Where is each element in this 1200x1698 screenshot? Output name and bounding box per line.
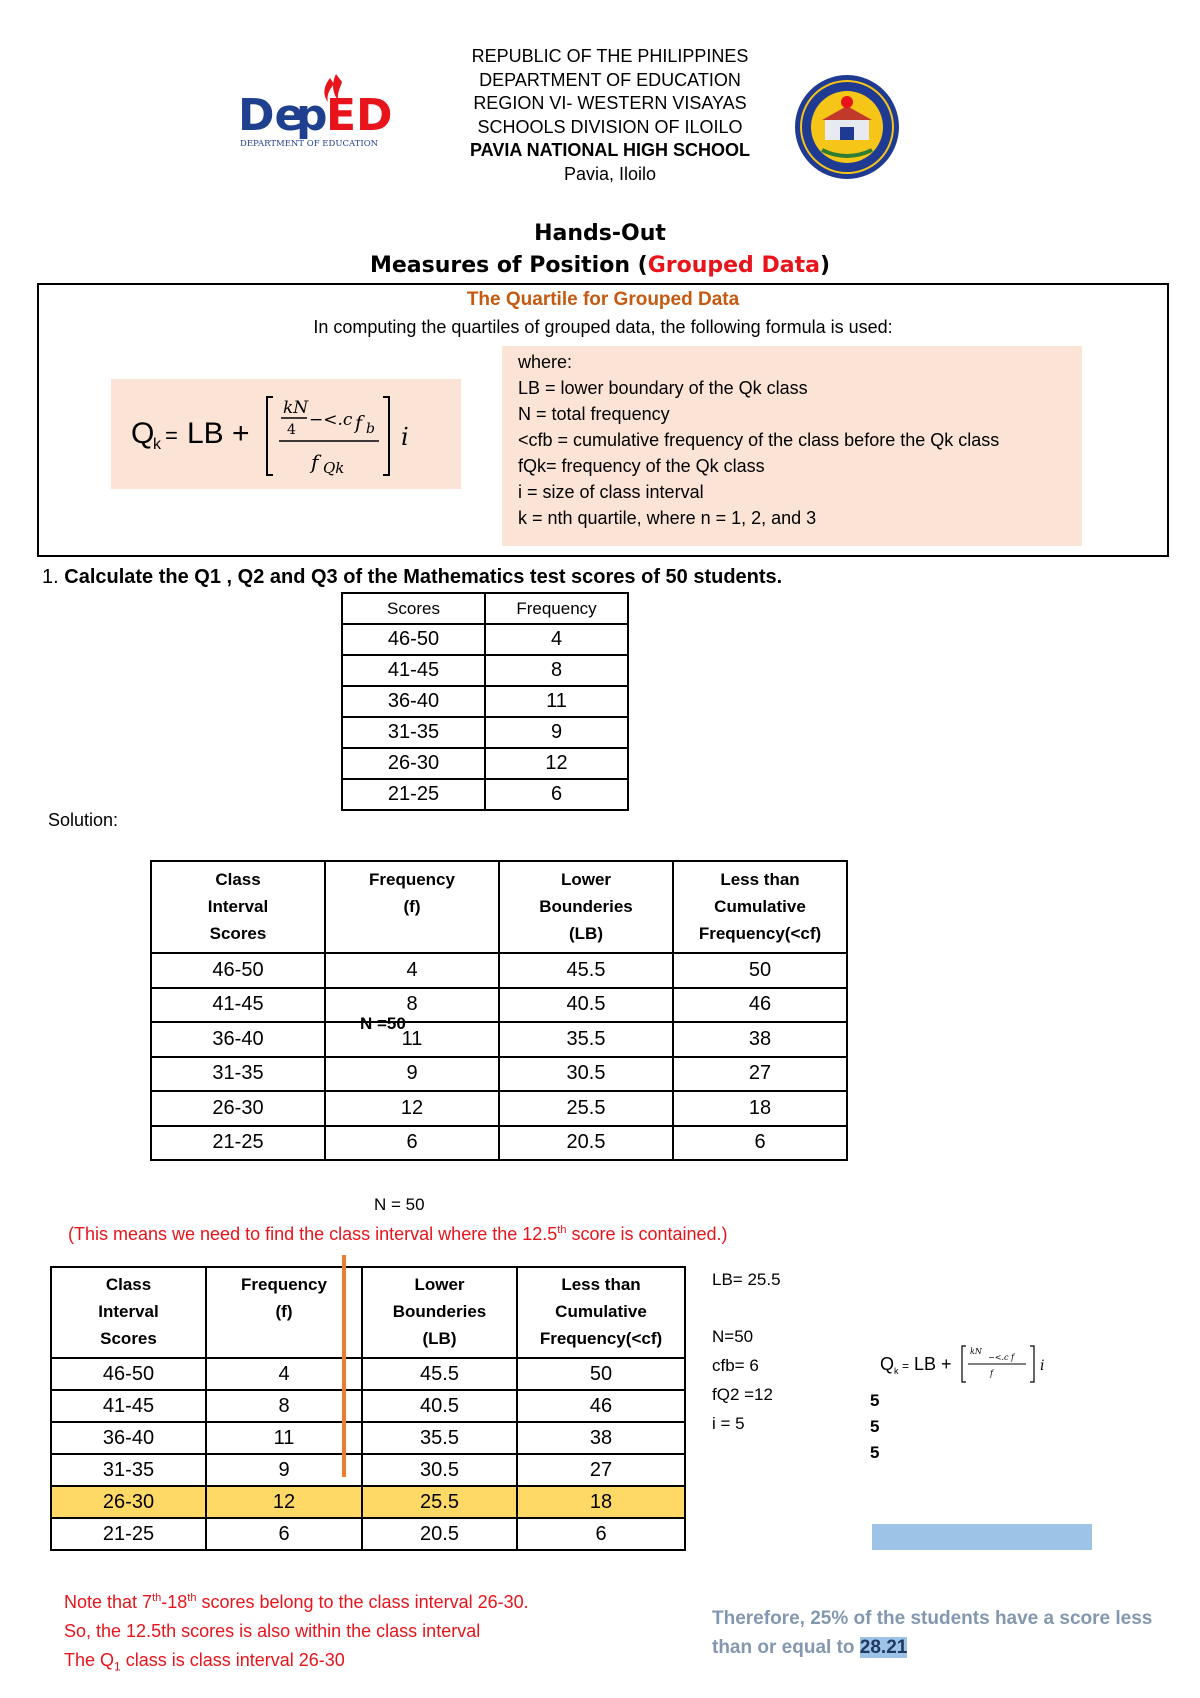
cell: 6 — [673, 1126, 847, 1161]
cell: 40.5 — [499, 988, 673, 1023]
solution-table — [150, 860, 848, 1161]
table-row — [51, 1358, 685, 1390]
cell: 6 — [517, 1518, 685, 1550]
table-row — [342, 624, 628, 655]
note-line: Note that 7th-18th scores belong to the class interval 26-30. — [64, 1592, 529, 1612]
cell: 21-25 — [342, 779, 485, 810]
cell: 45.5 — [362, 1358, 517, 1390]
school-name: PAVIA NATIONAL HIGH SCHOOL — [469, 140, 750, 160]
cell: 18 — [517, 1486, 685, 1518]
table-row — [342, 686, 628, 717]
cell: 31-35 — [51, 1454, 206, 1486]
cell: 46 — [517, 1390, 685, 1422]
cell: 27 — [517, 1454, 685, 1486]
svg-text:k: k — [894, 1366, 899, 1376]
cell: 31-35 — [342, 717, 485, 748]
question-number: 1. — [42, 566, 59, 588]
cell: 41-45 — [151, 988, 325, 1023]
conclusion — [712, 1604, 1192, 1662]
question-line — [42, 566, 782, 589]
cell: 26-30 — [151, 1091, 325, 1126]
spacer — [712, 1294, 781, 1322]
title-block — [0, 218, 1200, 282]
header-line: Lower — [560, 870, 612, 889]
svg-text:−<.c: −<.c — [309, 410, 353, 430]
cell: 11 — [325, 1022, 499, 1057]
step-value: 5 — [870, 1391, 880, 1410]
cell: 20.5 — [362, 1518, 517, 1550]
column-header — [51, 1267, 206, 1358]
given-n: N=50 — [712, 1327, 754, 1346]
cell: 11 — [206, 1422, 362, 1454]
table-row — [342, 717, 628, 748]
cell: 46-50 — [51, 1358, 206, 1390]
column-header — [673, 861, 847, 953]
cell: 26-30 — [342, 748, 485, 779]
given-i: i = 5 — [712, 1414, 745, 1433]
definition-item: fQk= frequency of the Qk class — [518, 456, 765, 476]
question-text: Calculate the Q1 , Q2 and Q3 of the Mathematics test scores of 50 students. — [64, 566, 783, 588]
svg-text:i: i — [1040, 1358, 1045, 1374]
answer-value: 28.21 — [859, 1637, 908, 1658]
mini-quartile-formula — [880, 1340, 1055, 1386]
blue-highlight-box — [872, 1524, 1092, 1550]
column-header — [499, 861, 673, 953]
n-overlay-label: N =50 — [360, 1014, 406, 1033]
cell: 41-45 — [342, 655, 485, 686]
cell: 46 — [673, 988, 847, 1023]
table-row — [151, 1126, 847, 1161]
svg-text:4: 4 — [287, 422, 296, 438]
header-line: (LB) — [422, 1329, 457, 1348]
cell: 35.5 — [499, 1022, 673, 1057]
cell: 21-25 — [151, 1126, 325, 1161]
svg-text:f: f — [311, 450, 319, 474]
cell: 4 — [485, 624, 628, 655]
cell: 4 — [325, 953, 499, 988]
header-line: DEPARTMENT OF EDUCATION — [479, 69, 741, 90]
given-fq2: fQ2 =12 — [712, 1385, 773, 1404]
cell: 30.5 — [499, 1057, 673, 1092]
table-row — [51, 1422, 685, 1454]
table-row — [151, 1057, 847, 1092]
cell: 46-50 — [151, 953, 325, 988]
header-line: Class — [215, 870, 261, 889]
table-row — [51, 1518, 685, 1550]
column-header: Scores — [342, 593, 485, 624]
table-row — [51, 1454, 685, 1486]
cell: 31-35 — [151, 1057, 325, 1092]
column-header — [325, 861, 499, 953]
cell: 38 — [673, 1022, 847, 1057]
cell: 36-40 — [151, 1022, 325, 1057]
header-line: Less than — [720, 870, 800, 889]
definition-item: i = size of class interval — [518, 482, 704, 502]
step-value: 5 — [870, 1417, 880, 1436]
cell: 36-40 — [342, 686, 485, 717]
school-header — [380, 45, 840, 186]
svg-text:DEPARTMENT OF EDUCATION: DEPARTMENT OF EDUCATION — [240, 139, 379, 149]
formula-box — [37, 283, 1169, 557]
solution-label: Solution: — [48, 810, 119, 830]
cell: 25.5 — [362, 1486, 517, 1518]
cell: 25.5 — [499, 1091, 673, 1126]
subtitle-prefix: Measures of Position ( — [369, 253, 648, 278]
page-title: Hands-Out — [534, 221, 666, 246]
cell: 8 — [206, 1390, 362, 1422]
header-line: REGION VI- WESTERN VISAYAS — [473, 93, 747, 113]
svg-text:ED: ED — [326, 90, 393, 141]
note-line: So, the 12.5th scores is also within the class interval — [64, 1621, 481, 1641]
table-row — [51, 1390, 685, 1422]
svg-text:f: f — [990, 1369, 993, 1378]
cell: 26-30 — [51, 1486, 206, 1518]
header-line: Interval — [207, 897, 269, 916]
header-line: Less than — [561, 1275, 641, 1294]
box-heading: The Quartile for Grouped Data — [466, 289, 740, 310]
column-header — [362, 1267, 517, 1358]
header-line: (f) — [275, 1302, 293, 1321]
formula-definitions — [502, 346, 1082, 546]
cell: 6 — [325, 1126, 499, 1161]
given-values — [712, 1265, 781, 1438]
cell: 18 — [673, 1091, 847, 1126]
cell: 50 — [673, 953, 847, 988]
explanation-line: (This means we need to find the class interval where the 12.5th score is contained.) — [68, 1224, 728, 1244]
page-subtitle — [0, 250, 1200, 282]
cell: 41-45 — [51, 1390, 206, 1422]
table-row — [151, 988, 847, 1023]
cell: 35.5 — [362, 1422, 517, 1454]
table-row — [342, 748, 628, 779]
header-line: Cumulative — [714, 897, 806, 916]
where-label: where: — [518, 352, 573, 372]
school-location: Pavia, Iloilo — [563, 163, 657, 184]
table-row — [151, 953, 847, 988]
table-header-row — [151, 861, 847, 953]
column-header: Frequency — [485, 593, 628, 624]
conclusion-text: Therefore, 25% of the students have a score less than or equal to — [712, 1608, 1153, 1658]
svg-text:De: De — [238, 90, 305, 141]
cell: 4 — [206, 1358, 362, 1390]
table-row — [342, 655, 628, 686]
note-block — [64, 1584, 529, 1682]
svg-text:kN: kN — [970, 1347, 982, 1356]
column-header — [206, 1267, 362, 1358]
cell: 30.5 — [362, 1454, 517, 1486]
svg-text:=: = — [165, 423, 178, 448]
definition-item: LB = lower boundary of the Qk class — [518, 378, 808, 398]
header-line: Frequency(<cf) — [698, 924, 822, 943]
svg-text:Q: Q — [131, 417, 155, 450]
svg-text:i: i — [401, 423, 409, 451]
definition-item: <cfb = cumulative frequency of the class before the Qk class — [518, 430, 1000, 450]
quartile-formula — [111, 379, 461, 489]
quartile-formula-graphic — [111, 379, 461, 489]
cell: 46-50 — [342, 624, 485, 655]
header-line: Frequency(<cf) — [539, 1329, 663, 1348]
step-value: 5 — [870, 1443, 880, 1462]
table-row — [151, 1091, 847, 1126]
column-header — [517, 1267, 685, 1358]
svg-text:Q: Q — [880, 1354, 895, 1374]
svg-text:p: p — [296, 90, 328, 141]
cell: 20.5 — [499, 1126, 673, 1161]
cell: 40.5 — [362, 1390, 517, 1422]
cell: 12 — [485, 748, 628, 779]
header-line: Frequency — [369, 870, 455, 889]
header-line: Scores — [100, 1329, 157, 1348]
definition-item: k = nth quartile, where n = 1, 2, and 3 — [518, 508, 817, 528]
svg-text:LB +: LB + — [187, 417, 250, 450]
given-lb: LB= 25.5 — [712, 1270, 781, 1289]
svg-text:b: b — [366, 421, 375, 437]
cell: 38 — [517, 1422, 685, 1454]
box-intro: In computing the quartiles of grouped data, the following formula is used: — [313, 317, 893, 337]
cell: 8 — [485, 655, 628, 686]
given-cfb: cfb= 6 — [712, 1356, 759, 1375]
svg-text:k: k — [153, 436, 161, 453]
cell: 9 — [325, 1057, 499, 1092]
cell: 36-40 — [51, 1422, 206, 1454]
subtitle-suffix: ) — [819, 253, 830, 278]
scores-table — [341, 592, 629, 811]
header-line: Frequency — [241, 1275, 327, 1294]
cell: 12 — [206, 1486, 362, 1518]
header-line: Lower — [414, 1275, 465, 1294]
cell: 9 — [206, 1454, 362, 1486]
cell: 50 — [517, 1358, 685, 1390]
header-line: Interval — [98, 1302, 159, 1321]
header-line: Class — [105, 1275, 152, 1294]
header-line: (f) — [403, 897, 421, 916]
table-row — [151, 1022, 847, 1057]
svg-text:−<.c f: −<.c f — [988, 1353, 1014, 1362]
n-total-label: N = 50 — [374, 1195, 425, 1214]
cell: 45.5 — [499, 953, 673, 988]
table-row — [342, 779, 628, 810]
column-header — [151, 861, 325, 953]
svg-text:kN: kN — [283, 398, 309, 418]
quartile-class-table — [50, 1266, 686, 1551]
svg-text:=: = — [902, 1359, 910, 1373]
cell: 6 — [206, 1518, 362, 1550]
header-line: Scores — [209, 924, 267, 943]
header-line: SCHOOLS DIVISION OF ILOILO — [477, 116, 743, 137]
cell: 11 — [485, 686, 628, 717]
header-line: Cumulative — [555, 1302, 647, 1321]
orange-marker-line — [342, 1255, 346, 1477]
highlighted-row-q1-class — [51, 1486, 685, 1518]
definition-item: N = total frequency — [518, 404, 670, 424]
table-header-row — [51, 1267, 685, 1358]
cell: 12 — [325, 1091, 499, 1126]
subtitle-highlight: Grouped Data — [647, 253, 820, 278]
cell: 8 — [325, 988, 499, 1023]
header-line: Bounderies — [539, 897, 633, 916]
header-line: REPUBLIC OF THE PHILIPPINES — [471, 46, 749, 66]
header-line: Bounderies — [392, 1302, 487, 1321]
svg-text:Qk: Qk — [323, 459, 345, 477]
cell: 21-25 — [51, 1518, 206, 1550]
header-line: (LB) — [569, 924, 603, 943]
svg-text:LB +: LB + — [914, 1354, 952, 1374]
note-line: The $Q_1$ class is class interval 26-30 — [64, 1650, 345, 1674]
table-header-row — [342, 593, 628, 624]
step-values — [870, 1388, 879, 1466]
cell: 27 — [673, 1057, 847, 1092]
cell: 9 — [485, 717, 628, 748]
svg-text:f: f — [355, 412, 363, 434]
cell: 6 — [485, 779, 628, 810]
